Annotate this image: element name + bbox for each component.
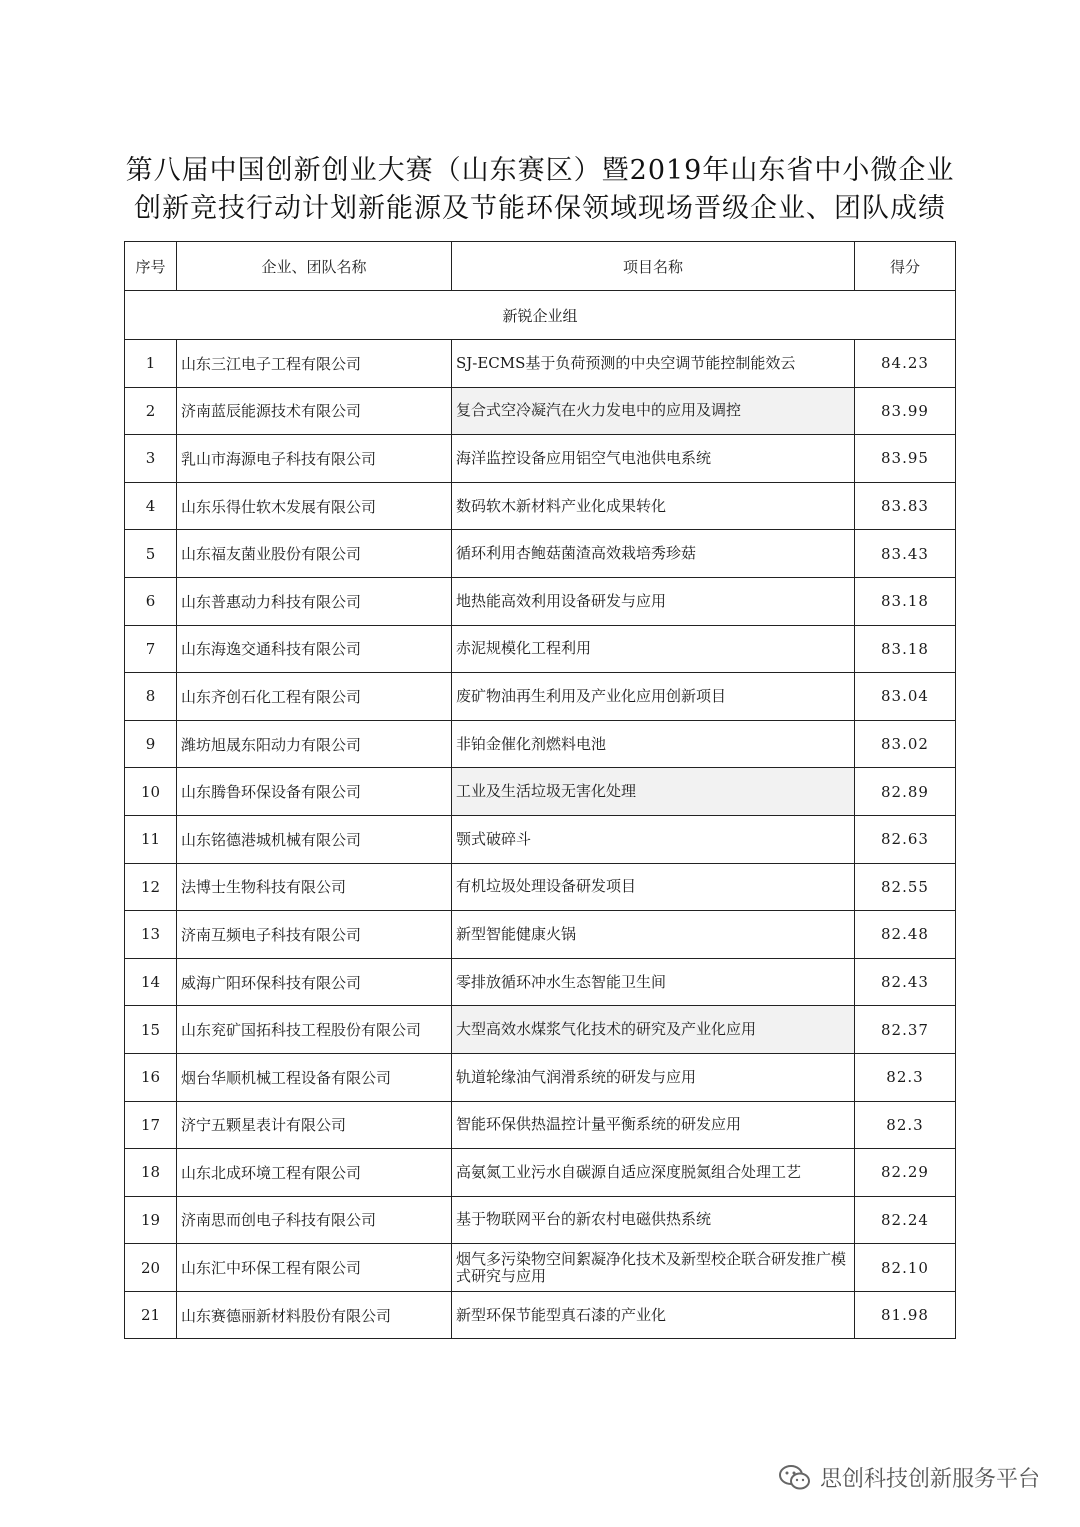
- row-company: 山东乐得仕软木发展有限公司: [177, 482, 452, 530]
- row-number: 5: [125, 530, 177, 578]
- row-number: 12: [125, 863, 177, 911]
- table-row: [125, 1006, 956, 1054]
- table-header-row: [125, 242, 956, 291]
- row-score: 82.24: [855, 1196, 956, 1244]
- row-company: 山东三江电子工程有限公司: [177, 340, 452, 388]
- row-score: 82.43: [855, 958, 956, 1006]
- row-number: 21: [125, 1291, 177, 1339]
- row-number: 2: [125, 387, 177, 435]
- row-score: 83.18: [855, 577, 956, 625]
- wechat-icon: [778, 1464, 812, 1492]
- row-number: 17: [125, 1101, 177, 1149]
- row-project: 智能环保供热温控计量平衡系统的研发应用: [452, 1101, 855, 1149]
- row-number: 7: [125, 625, 177, 673]
- table-row: [125, 815, 956, 863]
- header-no: 序号: [125, 242, 177, 291]
- header-score: 得分: [855, 242, 956, 291]
- row-score: 82.48: [855, 911, 956, 959]
- table-row: [125, 530, 956, 578]
- row-project: 循环利用杏鲍菇菌渣高效栽培秀珍菇: [452, 530, 855, 578]
- table-row: [125, 768, 956, 816]
- table-row: [125, 482, 956, 530]
- row-number: 4: [125, 482, 177, 530]
- title-line-2: 创新竞技行动计划新能源及节能环保领域现场晋级企业、团队成绩: [134, 193, 946, 224]
- table-row: [125, 625, 956, 673]
- row-project: 轨道轮缘油气润滑系统的研发与应用: [452, 1053, 855, 1101]
- row-project: 零排放循环冲水生态智能卫生间: [452, 958, 855, 1006]
- row-score: 82.55: [855, 863, 956, 911]
- row-project: 基于物联网平台的新农村电磁供热系统: [452, 1196, 855, 1244]
- row-score: 83.02: [855, 720, 956, 768]
- row-score: 82.89: [855, 768, 956, 816]
- row-company: 济南思而创电子科技有限公司: [177, 1196, 452, 1244]
- row-project: 新型智能健康火锅: [452, 911, 855, 959]
- group-row: [125, 291, 956, 340]
- row-company: 山东海逸交通科技有限公司: [177, 625, 452, 673]
- row-company: 潍坊旭晟东阳动力有限公司: [177, 720, 452, 768]
- row-score: 81.98: [855, 1291, 956, 1339]
- watermark: [778, 1462, 1040, 1493]
- row-project: 海洋监控设备应用铝空气电池供电系统: [452, 435, 855, 483]
- row-number: 15: [125, 1006, 177, 1054]
- row-project: 颚式破碎斗: [452, 815, 855, 863]
- group-label: 新锐企业组: [125, 291, 956, 340]
- row-number: 18: [125, 1149, 177, 1197]
- row-score: 82.10: [855, 1244, 956, 1292]
- table-row: [125, 911, 956, 959]
- row-score: 82.63: [855, 815, 956, 863]
- row-score: 83.95: [855, 435, 956, 483]
- row-company: 法博士生物科技有限公司: [177, 863, 452, 911]
- row-company: 山东齐创石化工程有限公司: [177, 673, 452, 721]
- row-project: 数码软木新材料产业化成果转化: [452, 482, 855, 530]
- row-number: 13: [125, 911, 177, 959]
- row-project: 地热能高效利用设备研发与应用: [452, 577, 855, 625]
- row-company: 威海广阳环保科技有限公司: [177, 958, 452, 1006]
- watermark-text: 思创科技创新服务平台: [819, 1467, 1040, 1492]
- table-row: [125, 1291, 956, 1339]
- row-company: 济宁五颗星表计有限公司: [177, 1101, 452, 1149]
- row-number: 11: [125, 815, 177, 863]
- row-project: 烟气多污染物空间絮凝净化技术及新型校企联合研发推广模式研究与应用: [452, 1244, 855, 1292]
- table-row: [125, 1244, 956, 1292]
- row-score: 83.04: [855, 673, 956, 721]
- table-row: [125, 1053, 956, 1101]
- row-score: 82.3: [855, 1053, 956, 1101]
- row-company: 山东福友菌业股份有限公司: [177, 530, 452, 578]
- row-project: SJ-ECMS基于负荷预测的中央空调节能控制能效云: [452, 340, 855, 388]
- table-row: [125, 577, 956, 625]
- row-project: 大型高效水煤浆气化技术的研究及产业化应用: [452, 1006, 855, 1054]
- row-company: 山东普惠动力科技有限公司: [177, 577, 452, 625]
- row-company: 济南互频电子科技有限公司: [177, 911, 452, 959]
- row-number: 1: [125, 340, 177, 388]
- row-company: 乳山市海源电子科技有限公司: [177, 435, 452, 483]
- row-company: 山东赛德丽新材料股份有限公司: [177, 1291, 452, 1339]
- table-row: [125, 340, 956, 388]
- row-score: 82.37: [855, 1006, 956, 1054]
- row-project: 有机垃圾处理设备研发项目: [452, 863, 855, 911]
- document-title: [0, 152, 1080, 228]
- table-row: [125, 1101, 956, 1149]
- row-project: 高氨氮工业污水自碳源自适应深度脱氮组合处理工艺: [452, 1149, 855, 1197]
- table-row: [125, 1196, 956, 1244]
- row-company: 山东腾鲁环保设备有限公司: [177, 768, 452, 816]
- table-row: [125, 673, 956, 721]
- row-score: 83.18: [855, 625, 956, 673]
- row-company: 烟台华顺机械工程设备有限公司: [177, 1053, 452, 1101]
- row-score: 83.83: [855, 482, 956, 530]
- table-row: [125, 387, 956, 435]
- table-row: [125, 720, 956, 768]
- row-project: 工业及生活垃圾无害化处理: [452, 768, 855, 816]
- row-number: 8: [125, 673, 177, 721]
- row-project: 废矿物油再生利用及产业化应用创新项目: [452, 673, 855, 721]
- row-number: 19: [125, 1196, 177, 1244]
- row-project: 复合式空冷凝汽在火力发电中的应用及调控: [452, 387, 855, 435]
- header-company: 企业、团队名称: [177, 242, 452, 291]
- header-project: 项目名称: [452, 242, 855, 291]
- table-row: [125, 958, 956, 1006]
- row-project: 非铂金催化剂燃料电池: [452, 720, 855, 768]
- row-number: 6: [125, 577, 177, 625]
- row-number: 10: [125, 768, 177, 816]
- row-number: 16: [125, 1053, 177, 1101]
- row-company: 山东汇中环保工程有限公司: [177, 1244, 452, 1292]
- row-score: 82.29: [855, 1149, 956, 1197]
- row-project: 赤泥规模化工程利用: [452, 625, 855, 673]
- row-company: 山东铭德港城机械有限公司: [177, 815, 452, 863]
- row-number: 3: [125, 435, 177, 483]
- row-company: 济南蓝辰能源技术有限公司: [177, 387, 452, 435]
- row-number: 14: [125, 958, 177, 1006]
- row-project: 新型环保节能型真石漆的产业化: [452, 1291, 855, 1339]
- row-score: 84.23: [855, 340, 956, 388]
- row-company: 山东兖矿国拓科技工程股份有限公司: [177, 1006, 452, 1054]
- row-score: 83.99: [855, 387, 956, 435]
- row-number: 9: [125, 720, 177, 768]
- row-number: 20: [125, 1244, 177, 1292]
- title-line-1: 第八届中国创新创业大赛（山东赛区）暨2019年山东省中小微企业: [125, 155, 955, 186]
- table-row: [125, 1149, 956, 1197]
- table-row: [125, 435, 956, 483]
- row-company: 山东北成环境工程有限公司: [177, 1149, 452, 1197]
- table-row: [125, 863, 956, 911]
- score-table: [124, 241, 956, 1339]
- row-score: 83.43: [855, 530, 956, 578]
- row-score: 82.3: [855, 1101, 956, 1149]
